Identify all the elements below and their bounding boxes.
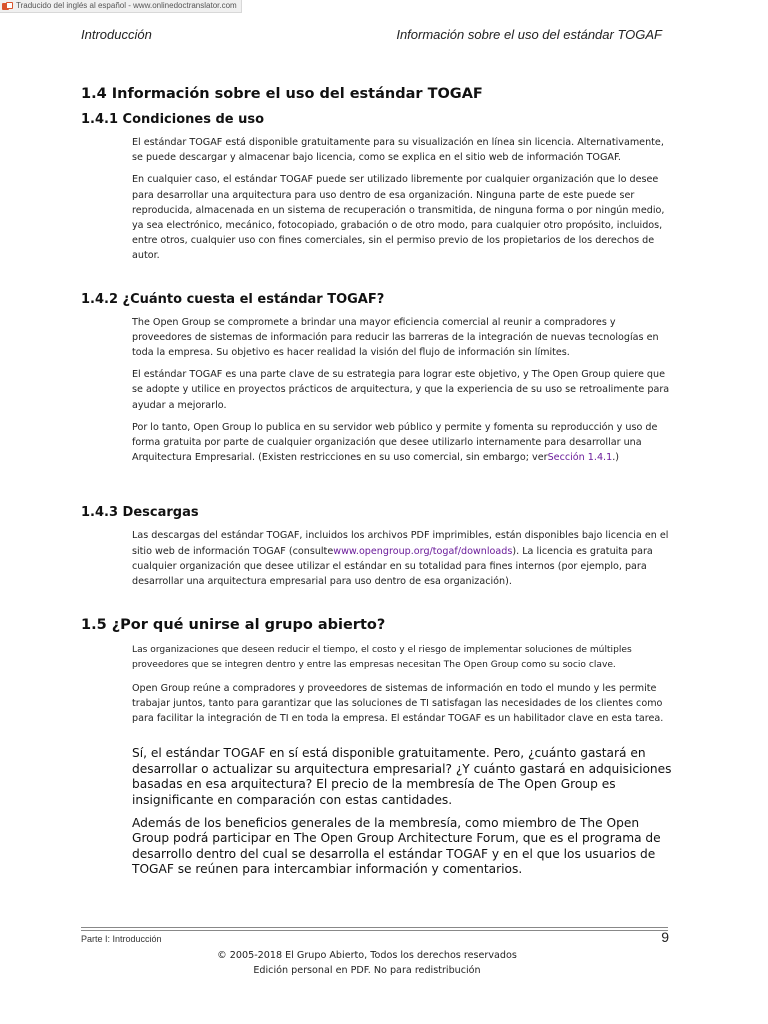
paragraph: Además de los beneficios generales de la membresía, como miembro de The Open Group podrá participar en The Open Group Architecture Forum, que es el programa de desarrollo dentro del cual se desarrolla el estándar TOGAF y en el que los usuarios de TOGAF se reúnen para intercambiar información y comentarios. [132,815,661,877]
section-1-4-1-title: 1.4.1 Condiciones de uso [81,112,265,127]
section-1-4-3-title: 1.4.3 Descargas [81,505,199,521]
paragraph: The Open Group se compromete a brindar una mayor eficiencia comercial al reunir a compradores y proveedores de sistemas de información para reducir las barreras de la integración de nuevas tecnologías en toda la empresa. Su objetivo es hacer realidad la visión del flujo de información sin límites. [132,316,659,359]
section-1-4-1-body [132,135,672,264]
section-1-5-body [132,643,672,878]
section-1-4-2-body [132,315,672,466]
paragraph-text: .) [612,452,619,464]
section-1-4-1-link[interactable]: Sección 1.4.1 [547,452,613,464]
section-1-4-3-body [132,528,672,589]
translator-banner[interactable] [0,0,242,13]
paragraph-text: Por lo tanto, Open Group lo publica en su servidor web público y permite y fomenta su reproducción y uso de forma gratuita por parte de cualquier organización que desee utilizarlo internamente para desarrollar una Arquitectura Empresarial. (Existen restricciones en su uso comercial, sin embargo; ver [132,421,658,464]
paragraph: El estándar TOGAF está disponible gratuitamente para su visualización en línea sin licencia. Alternativamente, se puede descargar y almacenar bajo licencia, como se explica en el sitio web de información TOGAF. [132,137,664,164]
footer-copyright: © 2005-2018 El Grupo Abierto, Todos los derechos reservados [217,950,517,961]
footer-edition: Edición personal en PDF. No para redistribución [253,965,481,976]
running-header-right: Información sobre el uso del estándar TOGAF [396,27,662,42]
footer-part-label: Parte I: Introducción [81,934,162,944]
section-1-4-2-title: 1.4.2 ¿Cuánto cuesta el estándar TOGAF? [81,291,385,307]
paragraph: En cualquier caso, el estándar TOGAF puede ser utilizado libremente por cualquier organización que lo desee para desarrollar una arquitectura para uso dentro de esa organización. Ninguna parte de este puede ser reproducida, almacenada en un sistema de recuperación o transmitida, de ninguna forma o por ningún medio, ya sea electrónico, mecánico, fotocopiado, grabación o de otro modo, para cualquier otro propósito, incluidos, entre otros, cualquier uso con fines comerciales, sin el permiso previo de los propietarios de los derechos de autor. [132,174,665,262]
paragraph: Sí, el estándar TOGAF en sí está disponible gratuitamente. Pero, ¿cuánto gastará en desarrollar o actualizar su arquitectura empresarial? ¿Y cuánto gastará en adquisiciones basadas en esa arquitectura? El precio de la membresía de The Open Group es insignificante en comparación con estas cantidades. [132,746,672,808]
paragraph-text: Las descargas del estándar TOGAF, incluidos los archivos PDF imprimibles, están disponibles bajo licencia en el sitio web de información TOGAF (consulte [132,530,669,557]
paragraph: Open Group reúne a compradores y proveedores de sistemas de información en todo el mundo y les permite trabajar juntos, tanto para garantizar que las soluciones de TI satisfagan las necesidades de los clientes como para facilitar la integración de TI en toda la empresa. El estándar TOGAF es un habilitador clave en esta tarea. [132,682,664,725]
section-1-4-title: 1.4 Información sobre el uso del estándar TOGAF [81,86,483,102]
page-content [81,86,671,885]
paragraph [132,528,672,589]
translator-banner-text: Traducido del inglés al español - www.onlinedoctranslator.com [16,1,237,10]
paragraph: El estándar TOGAF es una parte clave de su estrategia para lograr este objetivo, y The Open Group quiere que se adopte y utilice en proyectos prácticos de arquitectura, y que la experiencia de su uso se retroalimente para ayudar a mejorarlo. [132,369,670,411]
paragraph-text: ). La licencia es gratuita para cualquier organización que desee utilizar el estándar en su totalidad para fines internos (por ejemplo, para desarrollar una arquitectura empresarial para uso dentro de esa organización). [132,545,653,588]
page-number: 9 [661,929,669,945]
downloads-link[interactable]: www.opengroup.org/togaf/downloads [333,545,513,557]
paragraph [132,420,672,466]
footer-divider [81,930,668,931]
running-header-left: Introducción [81,27,152,42]
translator-logo-icon [2,2,14,11]
paragraph: Las organizaciones que deseen reducir el tiempo, el costo y el riesgo de implementar soluciones de múltiples proveedores que se integren dentro y entre las empresas necesitan The Open Group como su socio clave. [132,645,632,671]
footer-divider [81,927,668,928]
section-1-5-title: 1.5 ¿Por qué unirse al grupo abierto? [81,617,386,634]
